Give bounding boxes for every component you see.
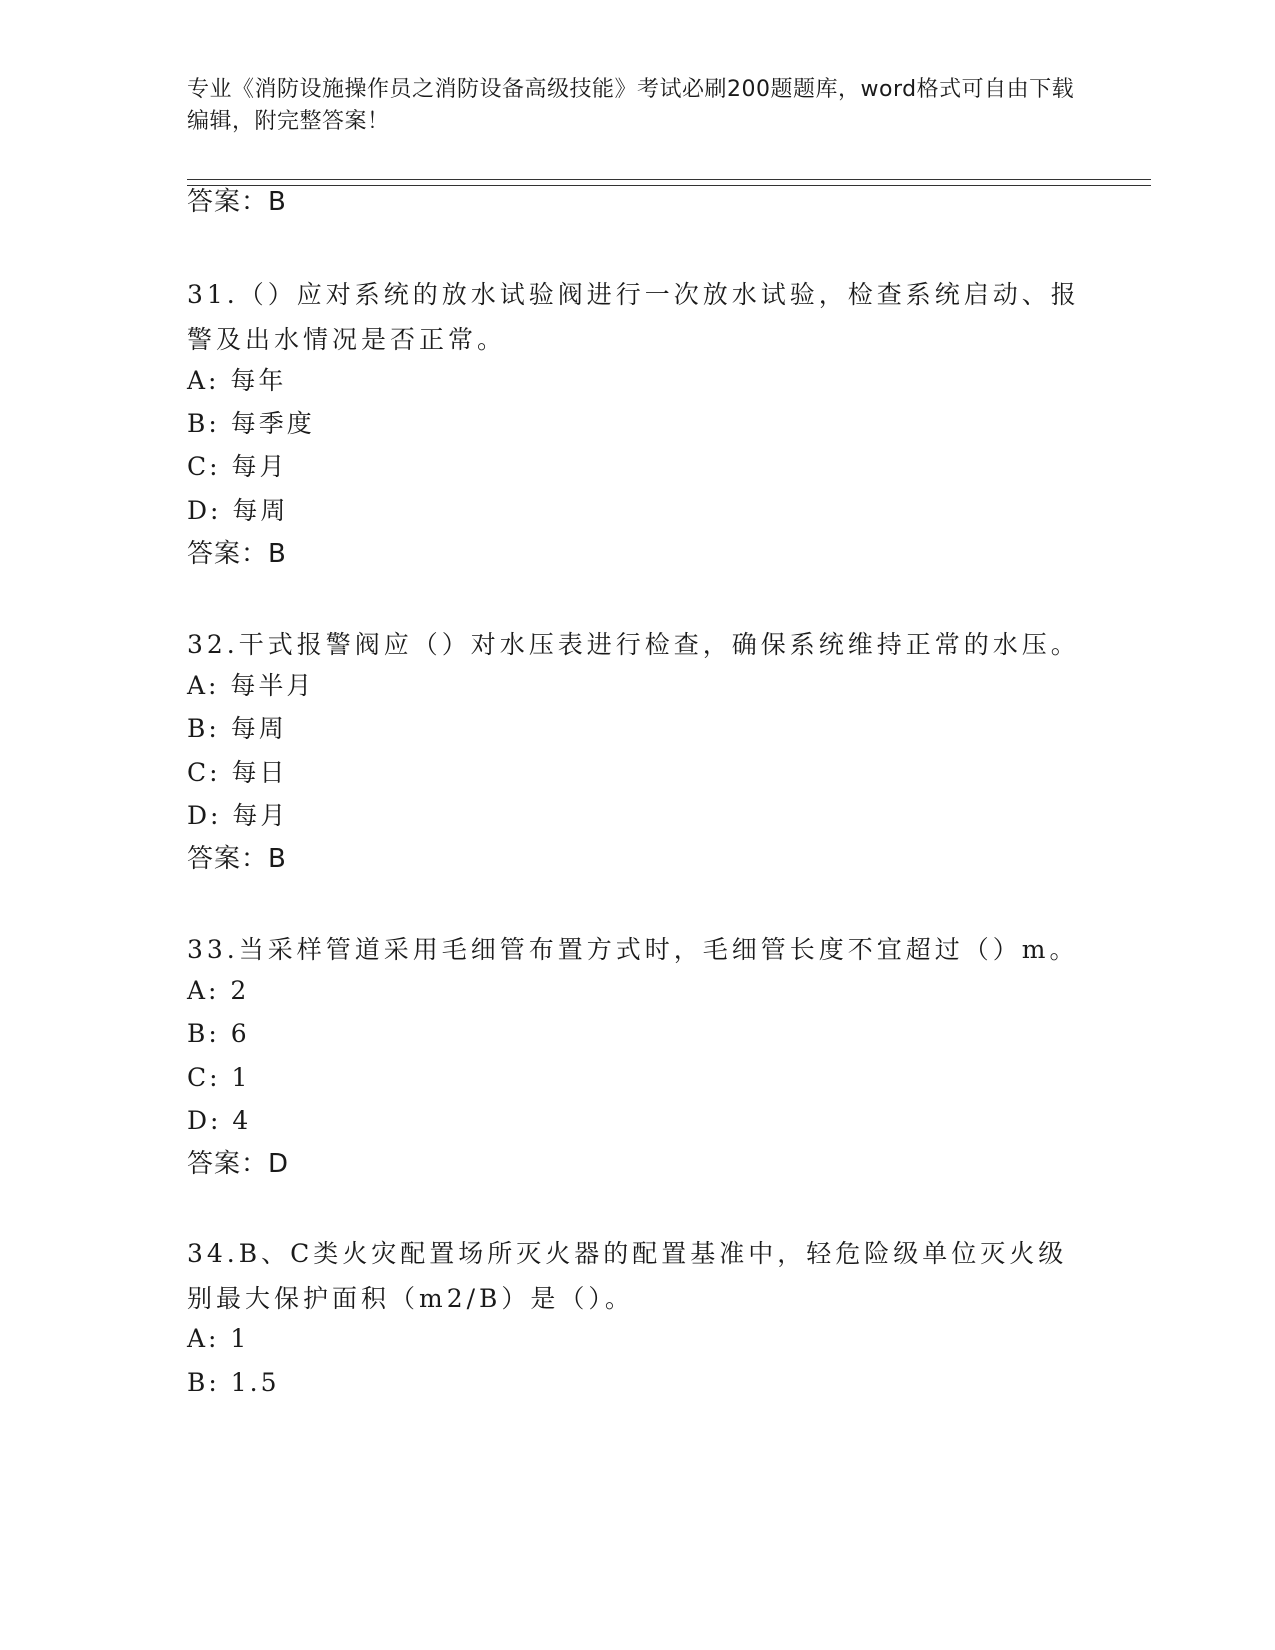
question-33-option-a: A: 2 <box>187 976 250 1005</box>
question-33-stem: 33.当采样管道采用毛细管布置方式时，毛细管长度不宜超过（）m。 <box>187 935 1079 964</box>
question-34-option-a: A: 1 <box>187 1324 250 1353</box>
header-divider-bottom <box>187 185 1151 186</box>
answer-32: 答案：B <box>187 844 287 874</box>
question-33-option-d: D: 4 <box>187 1106 252 1135</box>
question-31-stem: 31.（）应对系统的放水试验阀进行一次放水试验，检查系统启动、报警及出水情况是否正常。 <box>187 280 1080 354</box>
question-32-option-a: A: 每半月 <box>187 671 315 700</box>
question-33-option-c: C: 1 <box>187 1063 251 1092</box>
question-34-option-b: B: 1.5 <box>187 1368 280 1397</box>
header-divider-top <box>187 179 1151 180</box>
answer-31: 答案：B <box>187 539 287 569</box>
question-31-option-d: D: 每周 <box>187 496 289 525</box>
question-31-option-c: C: 每月 <box>187 452 288 481</box>
document-intro: 专业《消防设施操作员之消防设备高级技能》考试必刷200题题库，word格式可自由下载编辑，附完整答案！ <box>187 77 1075 134</box>
question-34-stem: 34.B、C类火灾配置场所灭火器的配置基准中，轻危险级单位灭火级别最大保护面积（m2/B）是（）。 <box>187 1239 1068 1313</box>
answer-33: 答案：D <box>187 1149 290 1179</box>
question-32-option-b: B: 每周 <box>187 714 287 743</box>
question-32-option-d: D: 每月 <box>187 801 289 830</box>
question-32-stem: 32.干式报警阀应（）对水压表进行检查，确保系统维持正常的水压。 <box>187 630 1080 659</box>
question-33-option-b: B: 6 <box>187 1019 250 1048</box>
answer-30: 答案：B <box>187 187 287 217</box>
question-31-option-a: A: 每年 <box>187 366 287 395</box>
question-32-option-c: C: 每日 <box>187 758 288 787</box>
question-31-option-b: B: 每季度 <box>187 409 315 438</box>
